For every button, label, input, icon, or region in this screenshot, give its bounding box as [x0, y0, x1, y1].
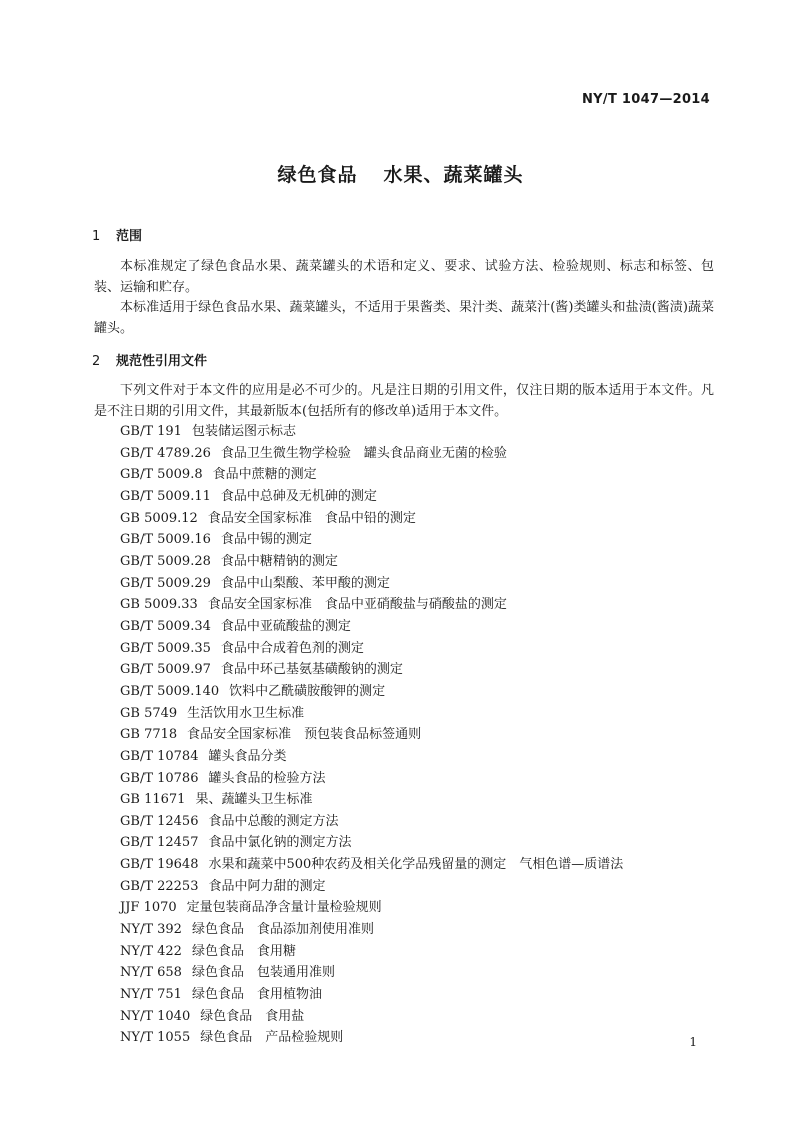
reference-code: GB/T 5009.97 — [120, 662, 211, 678]
reference-code: GB/T 5009.35 — [120, 640, 211, 656]
reference-title: 生活饮用水卫生标准 — [187, 705, 305, 721]
reference-item — [120, 768, 623, 790]
reference-code: NY/T 751 — [120, 987, 182, 1003]
reference-code: GB/T 12456 — [120, 813, 199, 829]
reference-item — [120, 984, 623, 1006]
reference-title: 食品中阿力甜的测定 — [208, 878, 326, 894]
reference-item — [120, 486, 623, 508]
reference-code: GB/T 5009.140 — [120, 683, 220, 699]
reference-title: 食品安全国家标准 食品中亚硝酸盐与硝酸盐的测定 — [207, 597, 507, 613]
standard-code: NY/T 1047—2014 — [582, 92, 710, 107]
document-title — [0, 160, 801, 187]
section-1-heading — [92, 225, 142, 244]
section-number: 1 — [92, 229, 101, 244]
reference-title: 食品中合成着色剂的测定 — [220, 640, 364, 656]
title-part-1: 绿色食品 — [277, 164, 358, 186]
reference-title: 水果和蔬菜中500种农药及相关化学品残留量的测定 气相色谱—质谱法 — [208, 857, 624, 873]
scope-paragraph-2: 本标准适用于绿色食品水果、蔬菜罐头，不适用于果酱类、果汁类、蔬菜汁(酱)类罐头和盐渍(酱渍)蔬菜罐头。 — [94, 300, 714, 336]
reference-item — [120, 811, 623, 833]
reference-item — [120, 1027, 623, 1049]
reference-item — [120, 594, 623, 616]
reference-code: NY/T 392 — [120, 922, 182, 938]
reference-title: 食品中环己基氨基磺酸钠的测定 — [220, 662, 403, 678]
section-title: 规范性引用文件 — [116, 354, 208, 369]
section-number: 2 — [92, 354, 101, 369]
reference-code: GB/T 10786 — [120, 770, 199, 786]
reference-title: 绿色食品 食用糖 — [191, 943, 296, 959]
reference-title: 包装储运图示标志 — [191, 424, 296, 439]
reference-code: GB/T 5009.34 — [120, 618, 211, 634]
reference-item — [120, 941, 623, 963]
reference-item — [120, 551, 623, 573]
section-2-heading — [92, 350, 207, 369]
reference-code: GB/T 5009.8 — [120, 467, 203, 483]
reference-code: GB/T 12457 — [120, 835, 199, 851]
reference-code: GB/T 5009.11 — [120, 488, 211, 504]
reference-item — [120, 876, 623, 898]
reference-title: 食品中山梨酸、苯甲酸的测定 — [220, 575, 390, 591]
reference-code: NY/T 422 — [120, 943, 182, 959]
reference-code: NY/T 658 — [120, 965, 182, 981]
reference-item — [120, 897, 623, 919]
reference-item — [120, 638, 623, 660]
reference-item — [120, 789, 623, 811]
reference-item — [120, 659, 623, 681]
reference-title: 绿色食品 食用植物油 — [191, 987, 322, 1003]
reference-code: GB 11671 — [120, 792, 186, 808]
page-number: 1 — [689, 1035, 697, 1049]
reference-code: GB 5009.12 — [120, 510, 198, 526]
reference-title: 绿色食品 产品检验规则 — [200, 1030, 344, 1046]
scope-paragraph-1: 本标准规定了绿色食品水果、蔬菜罐头的术语和定义、要求、试验方法、检验规则、标志和标签、包装、运输和贮存。 — [94, 259, 714, 295]
reference-title: 食品中锡的测定 — [220, 532, 312, 548]
reference-title: 食品中蔗糖的测定 — [212, 467, 317, 483]
reference-code: GB 5009.33 — [120, 597, 198, 613]
reference-item — [120, 529, 623, 551]
reference-item — [120, 616, 623, 638]
reference-item — [120, 919, 623, 941]
reference-list — [120, 421, 623, 1049]
reference-item — [120, 703, 623, 725]
reference-code: GB/T 10784 — [120, 748, 199, 764]
reference-item — [120, 1006, 623, 1028]
reference-title: 食品安全国家标准 食品中铅的测定 — [207, 510, 416, 526]
reference-code: GB/T 19648 — [120, 857, 199, 873]
reference-title: 食品中总砷及无机砷的测定 — [220, 488, 377, 504]
reference-code: GB/T 4789.26 — [120, 445, 211, 461]
reference-title: 果、蔬罐头卫生标准 — [195, 792, 313, 808]
reference-code: JJF 1070 — [120, 900, 177, 916]
reference-item — [120, 854, 623, 876]
reference-title: 饮料中乙酰磺胺酸钾的测定 — [229, 683, 386, 699]
reference-code: NY/T 1040 — [120, 1008, 191, 1024]
reference-title: 定量包装商品净含量计量检验规则 — [186, 900, 382, 916]
title-part-2: 水果、蔬菜罐头 — [383, 164, 524, 186]
reference-code: GB 5749 — [120, 705, 178, 721]
reference-title: 食品中亚硫酸盐的测定 — [220, 618, 351, 634]
reference-title: 绿色食品 包装通用准则 — [191, 965, 335, 981]
reference-code: NY/T 1055 — [120, 1030, 191, 1046]
reference-code: GB/T 5009.29 — [120, 575, 211, 591]
reference-title: 绿色食品 食用盐 — [200, 1008, 305, 1024]
reference-title: 食品中糖精钠的测定 — [220, 553, 338, 569]
reference-title: 食品卫生微生物学检验 罐头食品商业无菌的检验 — [220, 445, 507, 461]
reference-code: GB/T 5009.16 — [120, 532, 211, 548]
reference-code: GB/T 22253 — [120, 878, 199, 894]
reference-item — [120, 746, 623, 768]
reference-title: 食品中总酸的测定方法 — [208, 813, 339, 829]
references-intro-paragraph: 下列文件对于本文件的应用是必不可少的。凡是注日期的引用文件，仅注日期的版本适用于本文件。凡是不注日期的引用文件，其最新版本(包括所有的修改单)适用于本文件。 — [94, 383, 714, 419]
reference-item — [120, 464, 623, 486]
reference-title: 罐头食品分类 — [208, 748, 287, 764]
reference-item — [120, 681, 623, 703]
reference-title: 罐头食品的检验方法 — [208, 770, 326, 786]
reference-item — [120, 421, 623, 443]
reference-item — [120, 443, 623, 465]
reference-item — [120, 962, 623, 984]
reference-title: 食品中氯化钠的测定方法 — [208, 835, 352, 851]
section-title: 范围 — [116, 229, 143, 244]
reference-title: 绿色食品 食品添加剂使用准则 — [191, 922, 374, 938]
reference-item — [120, 832, 623, 854]
reference-code: GB/T 5009.28 — [120, 553, 211, 569]
reference-item — [120, 724, 623, 746]
reference-code: GB/T 191 — [120, 424, 182, 439]
reference-code: GB 7718 — [120, 727, 178, 743]
reference-item — [120, 573, 623, 595]
reference-title: 食品安全国家标准 预包装食品标签通则 — [187, 727, 422, 743]
reference-item — [120, 508, 623, 530]
